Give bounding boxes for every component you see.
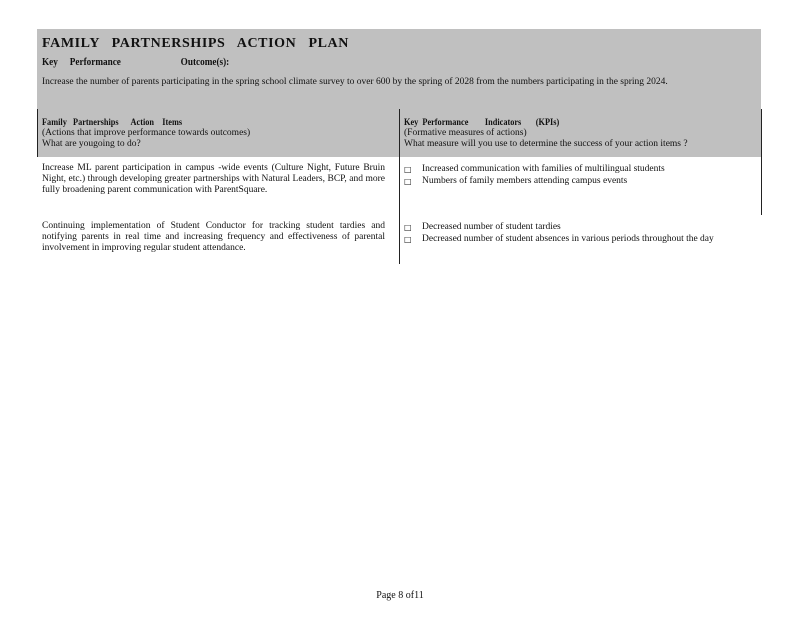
outcome-text: Increase the number of parents participating in the spring school climate survey to over 600 by the spring of 2028 from the numbers participating in the spring 2024. [42,77,668,87]
table-right-border [761,109,762,215]
checkbox-bullet-icon: □ [404,165,412,174]
action-items-heading: Family Partnerships Action Items [42,117,183,127]
kpi-list-1 [404,164,745,187]
kpi-subheading: (Formative measures of actions) [404,128,527,138]
kpi-heading: Key Performance Indicators (KPIs) [404,117,560,127]
checkbox-bullet-icon: □ [404,234,412,244]
kpi-item: □ Increased communication with families of multilingual students [404,164,665,174]
checkbox-bullet-icon: □ [404,176,412,186]
action-items-column-header [37,109,399,157]
action-items-question: What are yougoing to do? [42,139,141,149]
kpi-item: □ Decreased number of student absences in various periods throughout the day [404,233,714,244]
kpi-question: What measure will you use to determine the success of your action items ? [404,139,688,149]
kpi-item: □ Decreased number of student tardies [404,222,561,232]
kpi-list-2 [404,222,745,245]
action-items-subheading: (Actions that improve performance towards outcomes) [42,128,251,138]
column-divider [399,109,400,264]
kpi-item: □ Numbers of family members attending campus events [404,175,628,186]
action-item-1: Increase ML parent participation in campus -wide events (Culture Night, Future Bruin Night, etc.) through developing greater partnerships with Natural Leaders, BCP, and more fully broadening parent communication with ParentSquare. [42,163,385,195]
kpi-column-header [399,109,761,157]
checkbox-bullet-icon: □ [404,223,412,232]
page-number: Page 8 of11 [376,590,424,601]
table-left-border [37,109,38,157]
action-item-2: Continuing implementation of Student Conductor for tracking student tardies and notifying parents in real time and increasing frequency and effectiveness of parental involvement in improving regular student attendance. [42,221,385,253]
page-title: FAMILY PARTNERSHIPS ACTION PLAN [42,36,349,51]
key-performance-outcome-label: Key Performance Outcome(s): [42,57,230,68]
